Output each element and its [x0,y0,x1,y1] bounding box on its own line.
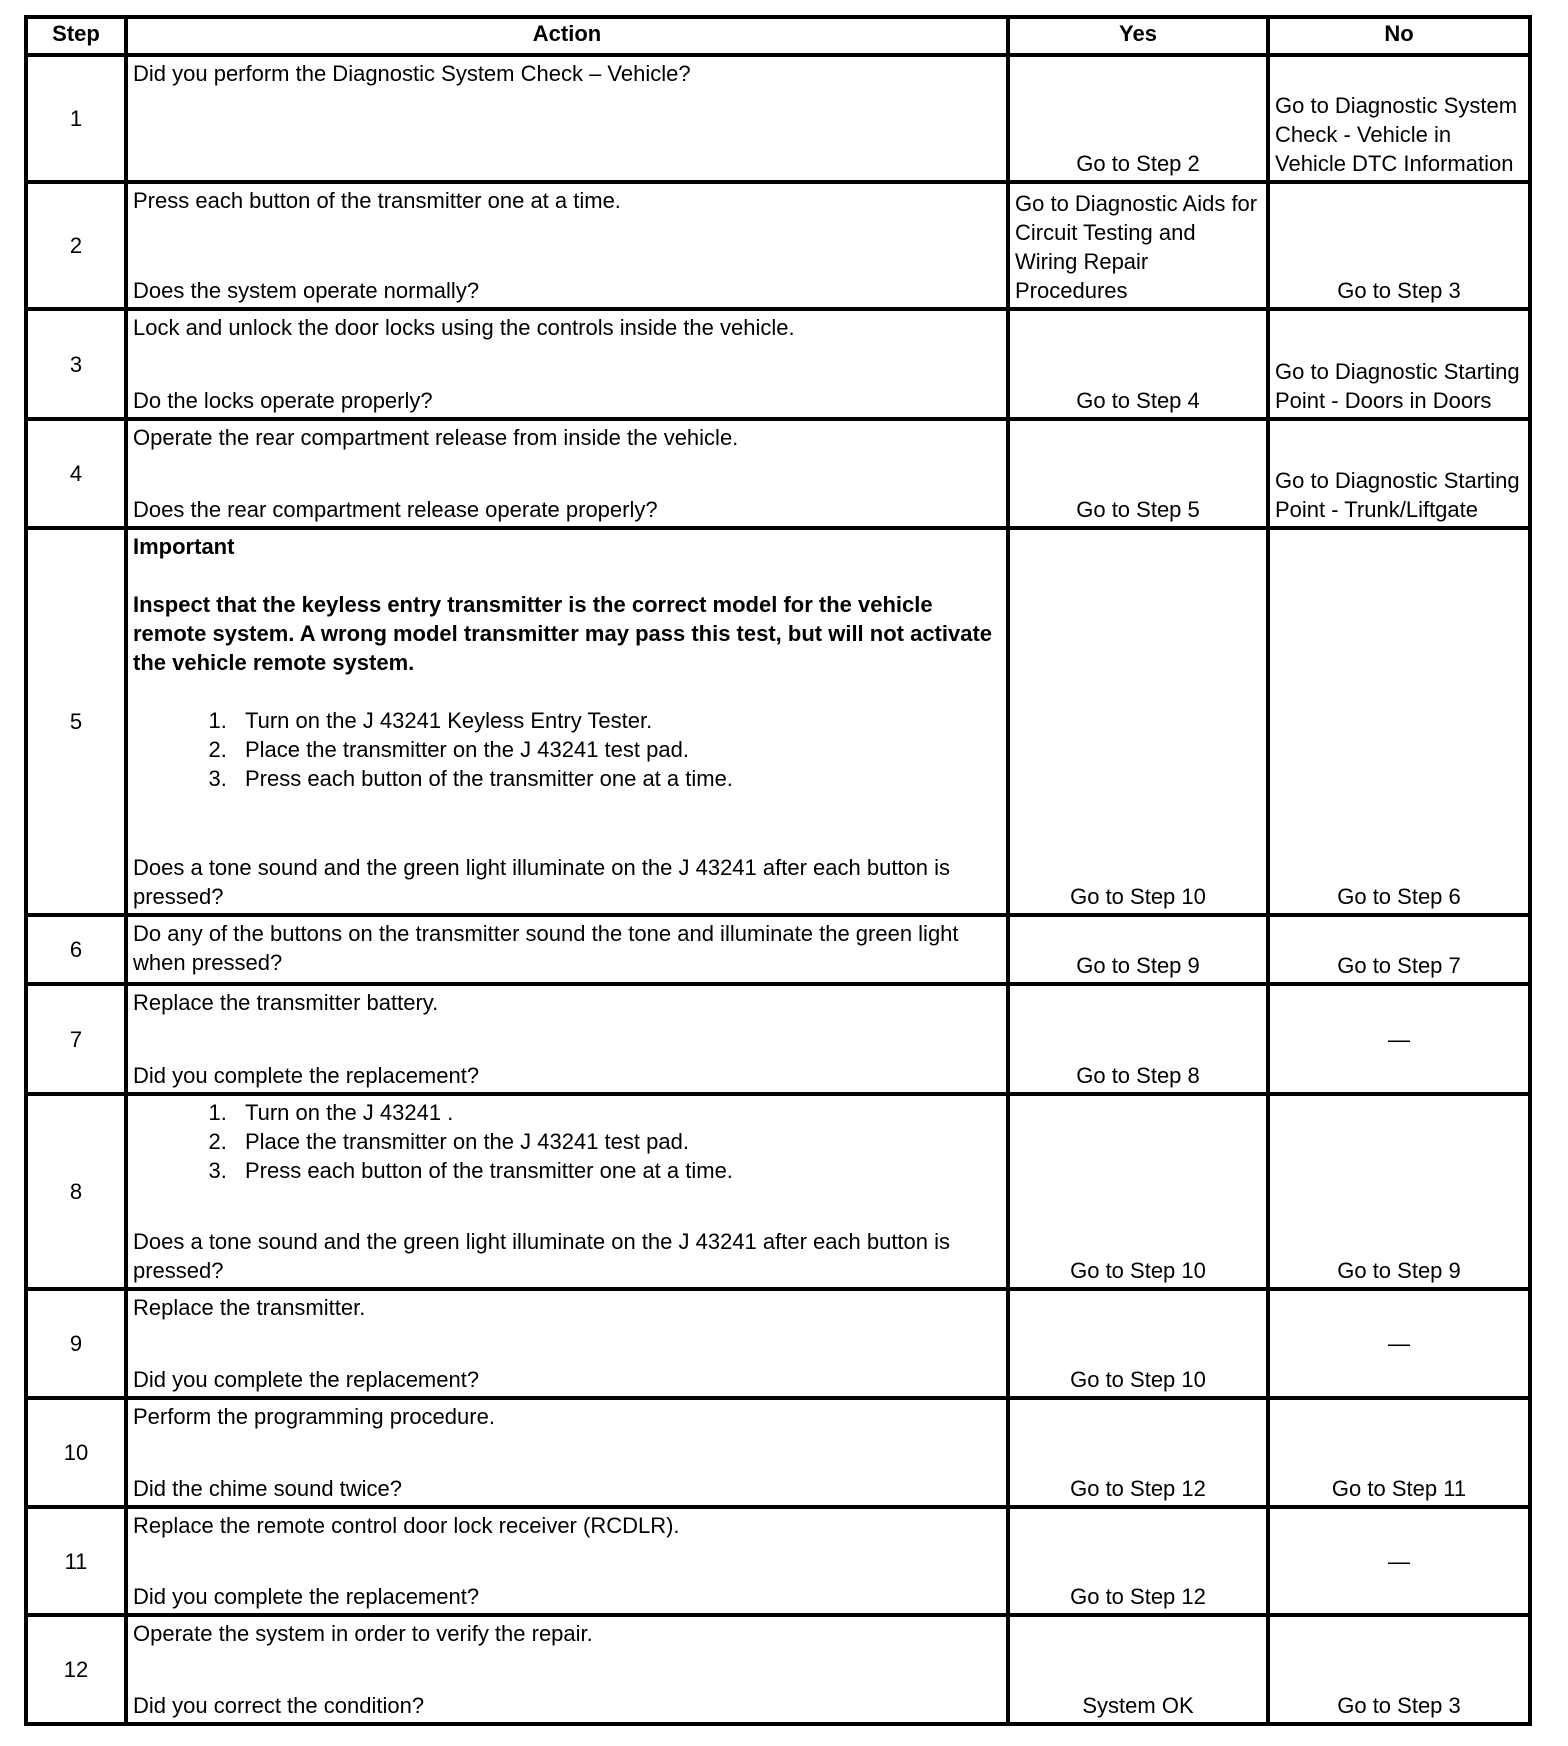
action-text: Do any of the buttons on the transmitter sound the tone and illuminate the green light when pressed? [133,921,959,975]
action-text: Perform the programming procedure. [133,1404,495,1429]
action-cell [126,182,1008,309]
action-content [133,1402,1001,1503]
action-cell [126,1289,1008,1398]
important-text: Inspect that the keyless entry transmitter is the correct model for the vehicle remote system. A wrong model transmitter may pass this test, but will not activate the vehicle remote system. [133,592,993,675]
action-text: Replace the remote control door lock receiver (RCDLR). [133,1513,680,1538]
action-cell [126,1398,1008,1507]
header-no: No [1268,17,1530,55]
action-cell [126,528,1008,915]
no-result: — [1268,1507,1530,1615]
step-number: 8 [26,1094,126,1289]
no-result: Go to Step 3 [1268,1615,1530,1724]
yes-result: Go to Step 12 [1008,1507,1268,1615]
yes-result: System OK [1008,1615,1268,1724]
table-row [26,1289,1530,1398]
action-content [133,532,1001,911]
action-content [133,59,1001,178]
action-content [133,313,1001,415]
action-cell [126,419,1008,528]
action-text: Replace the transmitter. [133,1295,366,1320]
step-number: 7 [26,984,126,1094]
table-row [26,419,1530,528]
action-cell [126,309,1008,419]
action-text: Press each button of the transmitter one at a time. [133,188,621,213]
action-question: Did the chime sound twice? [133,1476,403,1501]
step-number: 9 [26,1289,126,1398]
procedure-step: 1. Turn on the J 43241 . [233,1098,1001,1127]
yes-result: Go to Step 4 [1008,309,1268,419]
action-question: Does the system operate normally? [133,278,480,303]
table-row [26,915,1530,984]
yes-result: Go to Step 10 [1008,1289,1268,1398]
important-label: Important [133,534,235,559]
step-number: 10 [26,1398,126,1507]
action-question: Did you complete the replacement? [133,1063,480,1088]
action-text: Did you perform the Diagnostic System Check – Vehicle? [133,61,691,86]
procedure-step: 2. Place the transmitter on the J 43241 test pad. [233,1127,1001,1156]
action-content [133,1293,1001,1394]
action-cell [126,915,1008,984]
procedure-step: 3. Press each button of the transmitter one at a time. [233,764,1001,793]
no-result: Go to Step 9 [1268,1094,1530,1289]
action-content [133,1098,1001,1285]
no-result: — [1268,1289,1530,1398]
table-row [26,1094,1530,1289]
no-result: Go to Diagnostic Starting Point - Trunk/Liftgate [1268,419,1530,528]
action-question: Do the locks operate properly? [133,388,433,413]
step-number: 11 [26,1507,126,1615]
action-content [133,1511,1001,1611]
step-number: 4 [26,419,126,528]
table-row [26,55,1530,182]
action-content [133,919,1001,980]
action-content [133,1619,1001,1720]
table-row [26,528,1530,915]
action-question: Does a tone sound and the green light illuminate on the J 43241 after each button is pressed? [133,855,951,909]
procedure-step: 1. Turn on the J 43241 Keyless Entry Tester. [233,706,1001,735]
action-cell [126,55,1008,182]
yes-result: Go to Step 10 [1008,528,1268,915]
action-question: Did you complete the replacement? [133,1367,480,1392]
step-number: 2 [26,182,126,309]
action-cell [126,1094,1008,1289]
action-cell [126,984,1008,1094]
step-number: 1 [26,55,126,182]
no-result: Go to Step 7 [1268,915,1530,984]
table-row [26,1507,1530,1615]
yes-result: Go to Step 5 [1008,419,1268,528]
action-cell [126,1507,1008,1615]
no-result: Go to Diagnostic Starting Point - Doors in Doors [1268,309,1530,419]
yes-result: Go to Step 9 [1008,915,1268,984]
procedure-list [133,1098,1001,1185]
header-action: Action [126,17,1008,55]
action-content [133,186,1001,305]
yes-result: Go to Diagnostic Aids for Circuit Testing and Wiring Repair Procedures [1008,182,1268,309]
action-content [133,988,1001,1090]
procedure-list [133,706,1001,793]
action-question: Did you complete the replacement? [133,1584,480,1609]
table-row [26,309,1530,419]
header-row [26,17,1530,55]
no-result: — [1268,984,1530,1094]
action-text: Lock and unlock the door locks using the controls inside the vehicle. [133,315,795,340]
table-row [26,1615,1530,1724]
step-number: 6 [26,915,126,984]
table-row [26,182,1530,309]
no-result: Go to Step 11 [1268,1398,1530,1507]
action-cell [126,1615,1008,1724]
procedure-step: 2. Place the transmitter on the J 43241 test pad. [233,735,1001,764]
header-yes: Yes [1008,17,1268,55]
step-number: 3 [26,309,126,419]
action-text: Operate the rear compartment release from inside the vehicle. [133,425,739,450]
action-text: Operate the system in order to verify the repair. [133,1621,593,1646]
action-question: Did you correct the condition? [133,1693,425,1718]
header-step: Step [26,17,126,55]
no-result: Go to Diagnostic System Check - Vehicle in Vehicle DTC Information [1268,55,1530,182]
action-question: Does a tone sound and the green light illuminate on the J 43241 after each button is pressed? [133,1229,951,1283]
action-text: Replace the transmitter battery. [133,990,439,1015]
procedure-step: 3. Press each button of the transmitter one at a time. [233,1156,1001,1185]
table-row [26,984,1530,1094]
no-result: Go to Step 3 [1268,182,1530,309]
step-number: 5 [26,528,126,915]
diagnostic-table [24,15,1532,1726]
action-question: Does the rear compartment release operate properly? [133,497,658,522]
table-row [26,1398,1530,1507]
action-content [133,423,1001,524]
yes-result: Go to Step 12 [1008,1398,1268,1507]
yes-result: Go to Step 2 [1008,55,1268,182]
yes-result: Go to Step 8 [1008,984,1268,1094]
no-result: Go to Step 6 [1268,528,1530,915]
yes-result: Go to Step 10 [1008,1094,1268,1289]
step-number: 12 [26,1615,126,1724]
